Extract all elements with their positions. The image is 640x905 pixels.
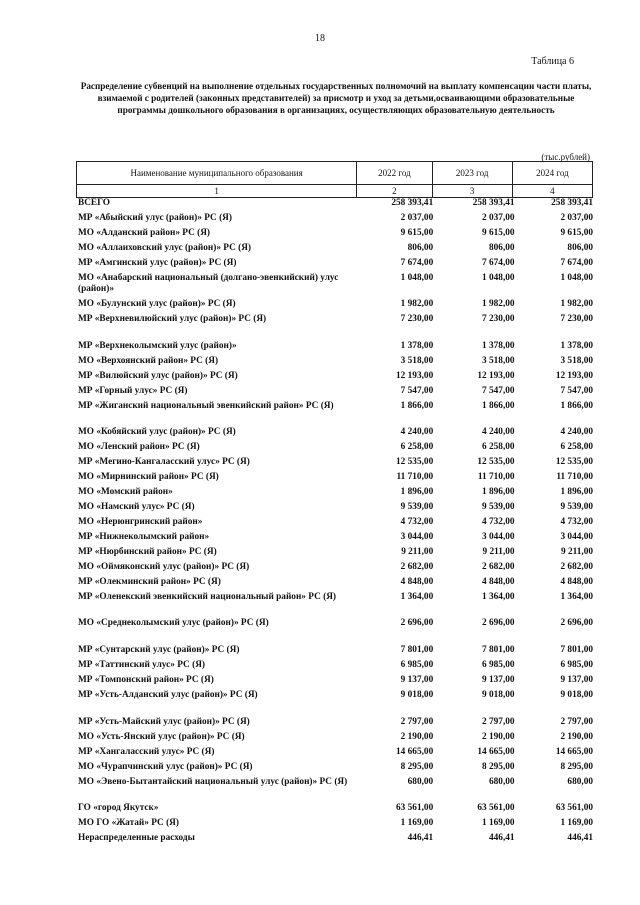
municipality-name: МР «Томпонский район» РС (Я) bbox=[78, 675, 214, 685]
municipality-name: МР «Жиганский национальный эвенкийский район» РС (Я) bbox=[78, 401, 334, 411]
amount-v1: 7 547,00 bbox=[400, 386, 434, 396]
amount-v2 bbox=[433, 705, 514, 717]
municipality-name: МР «Олекминский район» РС (Я) bbox=[78, 577, 221, 587]
amount-v1: 2 797,00 bbox=[400, 717, 434, 727]
municipality-name: МО «Усть-Янский улус (район)» РС (Я) bbox=[78, 732, 245, 742]
amount-v2: 7 230,00 bbox=[482, 314, 515, 324]
amount-v2: 1 048,00 bbox=[482, 273, 515, 283]
table-row bbox=[78, 442, 593, 457]
amount-v1: 63 561,00 bbox=[396, 803, 434, 813]
municipality-name: МО «Верхоянский район» РС (Я) bbox=[78, 356, 219, 366]
amount-v1 bbox=[362, 329, 433, 341]
municipality-name: МР «Усть-Майский улус (район)» РС (Я) bbox=[78, 717, 250, 727]
units-label: (тыс.рублей) bbox=[541, 152, 590, 162]
amount-v3: 446,41 bbox=[567, 833, 593, 843]
table-row bbox=[78, 517, 593, 532]
table-row bbox=[78, 803, 593, 818]
amount-v3: 2 190,00 bbox=[560, 732, 593, 742]
amount-v1: 2 190,00 bbox=[400, 732, 434, 742]
amount-v1: 1 169,00 bbox=[400, 818, 434, 828]
amount-v1: 1 982,00 bbox=[400, 299, 434, 309]
amount-v2: 9 211,00 bbox=[482, 547, 515, 557]
amount-v3: 806,00 bbox=[567, 243, 593, 253]
amount-v2: 7 547,00 bbox=[482, 386, 515, 396]
amount-v3 bbox=[515, 329, 593, 341]
header-index-3: 3 bbox=[432, 185, 512, 198]
amount-v1: 9 018,00 bbox=[400, 690, 434, 700]
table-row bbox=[78, 547, 593, 562]
amount-v3: 1 378,00 bbox=[560, 341, 593, 351]
amount-v1: 2 682,00 bbox=[400, 562, 434, 572]
amount-v3: 9 211,00 bbox=[560, 547, 593, 557]
table-row bbox=[78, 592, 593, 618]
table-row bbox=[78, 762, 593, 777]
municipality-name: МР «Амгинский улус (район)» РС (Я) bbox=[78, 258, 237, 268]
amount-v3 bbox=[515, 705, 593, 717]
document-title: Распределение субвенций на выполнение отдельных государственных полномочий на выплату компенсации части платы, взимаемой с родителей (законных представителей) за присмотр и уход за детьми,осваивающими образовательные программы дошкольного образования в организациях, осуществляющих образовательную деятельность bbox=[80, 81, 592, 115]
municipality-name bbox=[78, 329, 362, 341]
table-row bbox=[78, 487, 593, 502]
amount-v3: 4 732,00 bbox=[560, 517, 593, 527]
table-label: Таблица 6 bbox=[531, 56, 574, 67]
amount-v3: 2 696,00 bbox=[560, 618, 593, 628]
amount-v1: 11 710,00 bbox=[396, 472, 434, 482]
amount-v3: 2 037,00 bbox=[560, 213, 593, 223]
amount-v3: 11 710,00 bbox=[556, 472, 593, 482]
municipality-name: МО «Аллаиховский улус (район)» РС (Я) bbox=[78, 243, 252, 253]
amount-v3: 4 240,00 bbox=[560, 427, 593, 437]
amount-v3: 2 797,00 bbox=[560, 717, 593, 727]
table-row bbox=[78, 690, 593, 705]
table-row bbox=[78, 243, 593, 258]
municipality-name: МР «Хангаласский улус» РС (Я) bbox=[78, 747, 215, 757]
table-row bbox=[78, 645, 593, 660]
amount-v1: 9 211,00 bbox=[401, 547, 434, 557]
amount-v3: 3 518,00 bbox=[560, 356, 593, 366]
amount-v3: 2 682,00 bbox=[560, 562, 593, 572]
amount-v1 bbox=[362, 633, 433, 645]
amount-v3: 9 137,00 bbox=[560, 675, 593, 685]
table-row bbox=[78, 258, 593, 273]
table-row bbox=[78, 386, 593, 401]
amount-v1: 806,00 bbox=[407, 243, 434, 253]
municipality-name: Нераспределенные расходы bbox=[78, 833, 195, 843]
table-row bbox=[78, 314, 593, 329]
amount-v3: 258 393,41 bbox=[551, 198, 593, 208]
amount-v2: 7 801,00 bbox=[482, 645, 515, 655]
table-row bbox=[78, 562, 593, 577]
amount-v2: 1 982,00 bbox=[482, 299, 515, 309]
table-row bbox=[78, 818, 593, 833]
header-name: Наименование муниципального образования bbox=[77, 162, 357, 185]
amount-v2: 4 848,00 bbox=[482, 577, 515, 587]
municipality-name: МР «Усть-Алданский улус (район)» РС (Я) bbox=[78, 690, 258, 700]
amount-v1: 7 801,00 bbox=[400, 645, 434, 655]
amount-v2: 1 378,00 bbox=[482, 341, 515, 351]
amount-v2: 3 518,00 bbox=[482, 356, 515, 366]
municipality-name: МО «Момский район» bbox=[78, 487, 173, 497]
subsidy-table bbox=[78, 198, 593, 848]
amount-v1: 9 137,00 bbox=[400, 675, 434, 685]
header-index-4: 4 bbox=[512, 185, 592, 198]
amount-v1: 12 535,00 bbox=[396, 457, 434, 467]
amount-v3: 63 561,00 bbox=[555, 803, 593, 813]
amount-v2: 1 896,00 bbox=[482, 487, 515, 497]
amount-v2 bbox=[433, 633, 514, 645]
amount-v3: 7 230,00 bbox=[560, 314, 593, 324]
amount-v3: 7 674,00 bbox=[560, 258, 593, 268]
amount-v2: 8 295,00 bbox=[482, 762, 515, 772]
municipality-name: МО «Кобяйский улус (район)» РС (Я) bbox=[78, 427, 236, 437]
amount-v1: 14 665,00 bbox=[396, 747, 434, 757]
municipality-name: МР «Верхнеколымский улус (район)» bbox=[78, 341, 237, 351]
municipality-name: МР «Мегино-Кангаласский улус» РС (Я) bbox=[78, 457, 250, 467]
amount-v3: 9 018,00 bbox=[560, 690, 593, 700]
amount-v1: 3 044,00 bbox=[400, 532, 434, 542]
amount-v2: 63 561,00 bbox=[477, 803, 515, 813]
municipality-name: МО «Анабарский национальный (долгано-эвенкийский) улус (район)» bbox=[78, 273, 339, 294]
amount-v2: 12 535,00 bbox=[477, 457, 515, 467]
table-row bbox=[78, 618, 593, 633]
row-spacer bbox=[78, 705, 593, 717]
amount-v2: 2 190,00 bbox=[482, 732, 515, 742]
table-row bbox=[78, 472, 593, 487]
amount-v3: 14 665,00 bbox=[555, 747, 593, 757]
municipality-name: МР «Нюрбинский район» РС (Я) bbox=[78, 547, 217, 557]
amount-v2: 14 665,00 bbox=[477, 747, 515, 757]
table-row bbox=[78, 732, 593, 747]
municipality-name: МР «Нижнеколымский район» bbox=[78, 532, 210, 542]
amount-v3: 12 193,00 bbox=[555, 371, 593, 381]
municipality-name bbox=[78, 705, 362, 717]
municipality-name: МО «Намский улус» РС (Я) bbox=[78, 502, 195, 512]
amount-v1: 1 378,00 bbox=[400, 341, 434, 351]
amount-v2: 2 682,00 bbox=[482, 562, 515, 572]
table-row bbox=[78, 675, 593, 690]
amount-v3: 9 539,00 bbox=[560, 502, 593, 512]
amount-v3: 7 547,00 bbox=[560, 386, 593, 396]
municipality-name: ВСЕГО bbox=[78, 198, 111, 208]
amount-v3: 680,00 bbox=[567, 777, 593, 787]
amount-v2: 1 364,00 bbox=[482, 592, 515, 602]
table-row bbox=[78, 371, 593, 386]
amount-v2: 9 615,00 bbox=[482, 228, 515, 238]
page-number: 18 bbox=[315, 33, 325, 44]
amount-v1: 9 539,00 bbox=[400, 502, 434, 512]
amount-v1: 446,41 bbox=[407, 833, 434, 843]
header-index-1: 1 bbox=[77, 185, 357, 198]
amount-v3: 6 985,00 bbox=[560, 660, 593, 670]
municipality-name: МО «Чурапчинский улус (район)» РС (Я) bbox=[78, 762, 253, 772]
amount-v1: 6 258,00 bbox=[400, 442, 434, 452]
amount-v2: 2 037,00 bbox=[482, 213, 515, 223]
table-row bbox=[78, 213, 593, 228]
table-row bbox=[78, 341, 593, 356]
municipality-name: МО ГО «Жатай» РС (Я) bbox=[78, 818, 179, 828]
amount-v2: 806,00 bbox=[489, 243, 515, 253]
municipality-name: МО «Среднеколымский улус (район)» РС (Я) bbox=[78, 618, 269, 628]
amount-v3: 1 866,00 bbox=[560, 401, 593, 411]
amount-v3: 1 364,00 bbox=[560, 592, 593, 602]
amount-v3: 4 848,00 bbox=[560, 577, 593, 587]
municipality-name: ГО «город Якутск» bbox=[78, 803, 159, 813]
amount-v2: 4 240,00 bbox=[482, 427, 515, 437]
amount-v1 bbox=[362, 705, 433, 717]
amount-v3: 1 982,00 bbox=[560, 299, 593, 309]
header-2024: 2024 год bbox=[512, 162, 592, 185]
amount-v3 bbox=[515, 633, 593, 645]
table-row bbox=[78, 747, 593, 762]
municipality-name: МР «Горный улус» РС (Я) bbox=[78, 386, 188, 396]
municipality-name: МР «Вилюйский улус (район)» РС (Я) bbox=[78, 371, 238, 381]
amount-v2: 1 866,00 bbox=[482, 401, 515, 411]
amount-v2: 4 732,00 bbox=[482, 517, 515, 527]
amount-v1: 258 393,41 bbox=[391, 198, 434, 208]
table-row bbox=[78, 457, 593, 472]
table-row bbox=[78, 717, 593, 732]
row-spacer bbox=[78, 329, 593, 341]
amount-v1: 1 364,00 bbox=[400, 592, 434, 602]
table-row bbox=[78, 273, 593, 299]
amount-v2: 446,41 bbox=[489, 833, 515, 843]
amount-v3: 12 535,00 bbox=[555, 457, 593, 467]
table-row bbox=[78, 228, 593, 243]
municipality-name: МО «Эвено-Бытантайский национальный улус (район)» РС (Я) bbox=[78, 777, 348, 787]
amount-v1: 2 696,00 bbox=[400, 618, 434, 628]
table-header bbox=[76, 161, 593, 198]
municipality-name: МР «Верхневилюйский улус (район)» РС (Я) bbox=[78, 314, 267, 324]
table-row bbox=[78, 660, 593, 675]
amount-v2 bbox=[433, 329, 514, 341]
municipality-name: МО «Нерюнгринский район» bbox=[78, 517, 203, 527]
amount-v2: 3 044,00 bbox=[482, 532, 515, 542]
amount-v2: 2 696,00 bbox=[482, 618, 515, 628]
amount-v1: 4 732,00 bbox=[400, 517, 434, 527]
amount-v2: 680,00 bbox=[489, 777, 515, 787]
amount-v1: 6 985,00 bbox=[400, 660, 434, 670]
amount-v3: 1 048,00 bbox=[560, 273, 593, 283]
municipality-name: МР «Сунтарский улус (район)» РС (Я) bbox=[78, 645, 240, 655]
municipality-name: МР «Оленекский эвенкийский национальный район» РС (Я) bbox=[78, 592, 337, 602]
amount-v2: 9 539,00 bbox=[482, 502, 515, 512]
amount-v3: 3 044,00 bbox=[560, 532, 593, 542]
amount-v2: 6 258,00 bbox=[482, 442, 515, 452]
amount-v2: 11 710,00 bbox=[477, 472, 515, 482]
municipality-name: МР «Абыйский улус (район)» РС (Я) bbox=[78, 213, 232, 223]
header-index-2: 2 bbox=[357, 185, 432, 198]
municipality-name bbox=[78, 633, 362, 645]
amount-v3: 6 258,00 bbox=[560, 442, 593, 452]
amount-v3: 1 896,00 bbox=[560, 487, 593, 497]
table-row bbox=[78, 299, 593, 314]
municipality-name: МО «Мирнинский район» РС (Я) bbox=[78, 472, 219, 482]
amount-v1: 4 240,00 bbox=[400, 427, 434, 437]
amount-v2: 9 137,00 bbox=[482, 675, 515, 685]
header-2023: 2023 год bbox=[432, 162, 512, 185]
amount-v1: 7 674,00 bbox=[400, 258, 434, 268]
municipality-name: МО «Алданский район» РС (Я) bbox=[78, 228, 211, 238]
municipality-name: МО «Булунский улус (район)» РС (Я) bbox=[78, 299, 236, 309]
row-spacer bbox=[78, 633, 593, 645]
municipality-name: МО «Оймяконский улус (район)» РС (Я) bbox=[78, 562, 250, 572]
table-row bbox=[78, 356, 593, 371]
amount-v1: 12 193,00 bbox=[396, 371, 434, 381]
amount-v2: 9 018,00 bbox=[482, 690, 515, 700]
amount-v2: 2 797,00 bbox=[482, 717, 515, 727]
amount-v1: 1 896,00 bbox=[400, 487, 434, 497]
amount-v1: 4 848,00 bbox=[400, 577, 434, 587]
amount-v3: 1 169,00 bbox=[560, 818, 593, 828]
amount-v1: 7 230,00 bbox=[400, 314, 434, 324]
table-row bbox=[78, 833, 593, 848]
amount-v1: 1 866,00 bbox=[400, 401, 434, 411]
amount-v2: 7 674,00 bbox=[482, 258, 515, 268]
table-row bbox=[78, 502, 593, 517]
amount-v3: 7 801,00 bbox=[560, 645, 593, 655]
amount-v1: 1 048,00 bbox=[400, 273, 434, 283]
amount-v1: 9 615,00 bbox=[400, 228, 434, 238]
municipality-name: МО «Ленский район» РС (Я) bbox=[78, 442, 200, 452]
amount-v1: 3 518,00 bbox=[400, 356, 434, 366]
amount-v1: 2 037,00 bbox=[400, 213, 434, 223]
amount-v3: 8 295,00 bbox=[560, 762, 593, 772]
municipality-name: МР «Таттинский улус» РС (Я) bbox=[78, 660, 206, 670]
table-row bbox=[78, 427, 593, 442]
table-row bbox=[78, 401, 593, 427]
table-row bbox=[78, 777, 593, 803]
amount-v1: 8 295,00 bbox=[400, 762, 434, 772]
header-2022: 2022 год bbox=[357, 162, 432, 185]
amount-v2: 258 393,41 bbox=[472, 198, 515, 208]
amount-v2: 6 985,00 bbox=[482, 660, 515, 670]
amount-v3: 9 615,00 bbox=[560, 228, 593, 238]
table-row bbox=[78, 577, 593, 592]
table-row bbox=[78, 532, 593, 547]
table-row bbox=[78, 198, 593, 213]
amount-v1: 680,00 bbox=[407, 777, 434, 787]
amount-v2: 12 193,00 bbox=[477, 371, 515, 381]
amount-v2: 1 169,00 bbox=[482, 818, 515, 828]
